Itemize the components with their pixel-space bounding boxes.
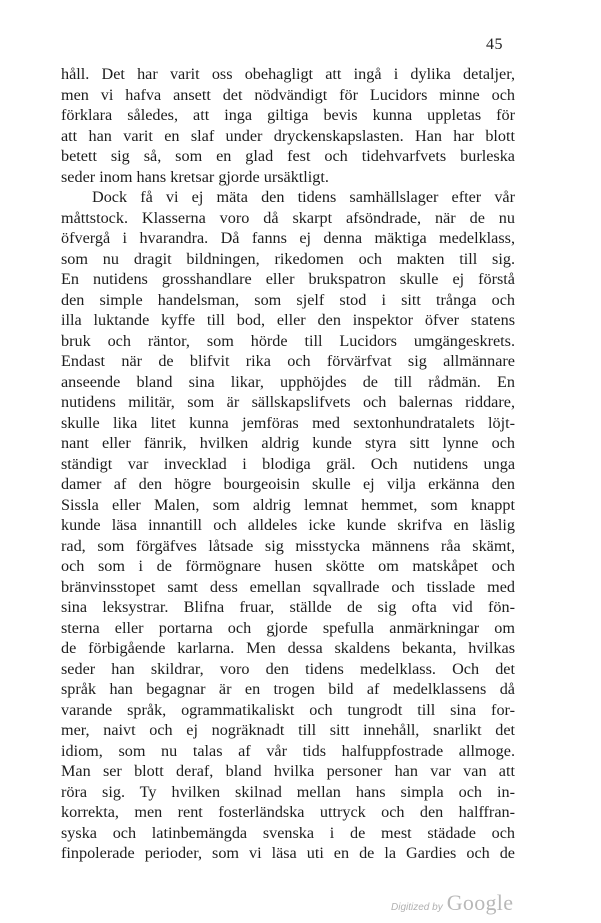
text-line: syska och latinbemängda svenska i de mest städade och (61, 823, 515, 842)
text-line: seder inom hans kretsar gjorde ursäktligt. (61, 167, 329, 186)
digitized-by-label: Digitized by (391, 902, 443, 913)
text-line: bränvinsstopet samt dess emellan sqvallrade och tisslade med (61, 577, 515, 596)
text-line: språk han begagnar är en trogen bild af medelklassens då (61, 680, 515, 698)
text-line: måttstock. Klasserna voro då skarpt afsöndrade, när de nu (61, 208, 515, 227)
text-line: men vi hafva ansett det nödvändigt för Lucidors minne och (61, 85, 515, 104)
text-line: illa luktande kyffe till bod, eller den inspektor öfver statens (61, 311, 515, 329)
text-line: Man ser blott deraf, bland hvilka personer han var van att (61, 762, 515, 780)
text-line: korrekta, men rent fosterländska uttryck och den halffran- (61, 803, 515, 821)
text-line: Dock få vi ej mäta den tidens samhällslager efter vår (92, 188, 515, 206)
text-line: idiom, som nu talas af vår tids halfuppfostrade allmoge. (61, 741, 515, 760)
text-line: förklara således, att inga giltiga bevis kunna uppletas för (61, 106, 515, 124)
text-line: kunde läsa innantill och alldeles icke kunde skrifva en läslig (61, 516, 515, 534)
text-line: seder han skildrar, voro den tidens medelklass. Och det (61, 659, 515, 678)
text-line: de förbigående karlarna. Men dessa skaldens bekanta, hvilkas (61, 639, 515, 657)
text-line: röra sig. Ty hvilken skilnad mellan hans simpla och in- (61, 782, 515, 801)
digitization-watermark (391, 890, 513, 916)
text-line: finpolerade perioder, som vi läsa uti en de la Gardies och de (61, 844, 515, 862)
text-line: anseende bland sina likar, upphöjdes de till rådmän. En (61, 372, 515, 391)
text-line: håll. Det har varit oss obehagligt att ingå i dylika detaljer, (61, 65, 515, 83)
body-text (61, 64, 515, 864)
text-line: som nu dragit bildningen, rikedomen och makten till sig. (61, 249, 515, 268)
text-line: Sissla eller Malen, som aldrig lemnat hemmet, som knappt (61, 495, 515, 514)
google-logo: Google (446, 890, 514, 915)
text-line: att han varit en slaf under dryckenskapslasten. Han har blott (61, 126, 515, 145)
text-line: nant eller fänrik, hvilken aldrig kunde styra sitt lynne och (61, 434, 515, 452)
text-line: En nutidens grosshandlare eller brukspatron skulle ej förstå (61, 270, 515, 288)
text-line: öfvergå i hvarandra. Då fanns ej denna mäktiga medelklass, (61, 229, 515, 247)
text-line: ständigt var invecklad i blodiga gräl. Och nutidens unga (61, 454, 515, 473)
text-line: nutidens militär, som är sällskapslifvets och balernas riddare, (61, 393, 515, 411)
text-line: sterna eller portarna och gjorde spefulla anmärkningar om (61, 618, 515, 637)
text-line: sina leksystrar. Blifna fruar, ställde de sig ofta vid fön- (61, 598, 515, 616)
page-number: 45 (486, 36, 503, 53)
text-line: betett sig så, som en glad fest och tidehvarfvets burleska (61, 147, 515, 165)
text-line: damer af den högre bourgeoisin skulle ej vilja erkänna den (61, 475, 515, 493)
text-line: varande språk, ogrammatikaliskt och tungrodt till sina for- (61, 700, 515, 719)
text-line: mer, naivt och ej nogräknadt till sitt innehåll, snarlikt det (61, 721, 515, 739)
text-line: rad, som förgäfves låtsade sig misstycka männens råa skämt, (61, 536, 515, 555)
text-line: den simple handelsman, som sjelf stod i sitt trånga och (61, 290, 515, 309)
text-line: och som i de förmögnare husen skötte om matskåpet och (61, 557, 515, 575)
text-line: Endast när de blifvit rika och förvärfvat sig allmännare (61, 352, 515, 370)
text-line: skulle lika litet kunna jemföras med sextonhundratalets löjt- (61, 413, 515, 432)
text-line: bruk och räntor, som hörde till Lucidors umgängeskrets. (61, 331, 515, 350)
